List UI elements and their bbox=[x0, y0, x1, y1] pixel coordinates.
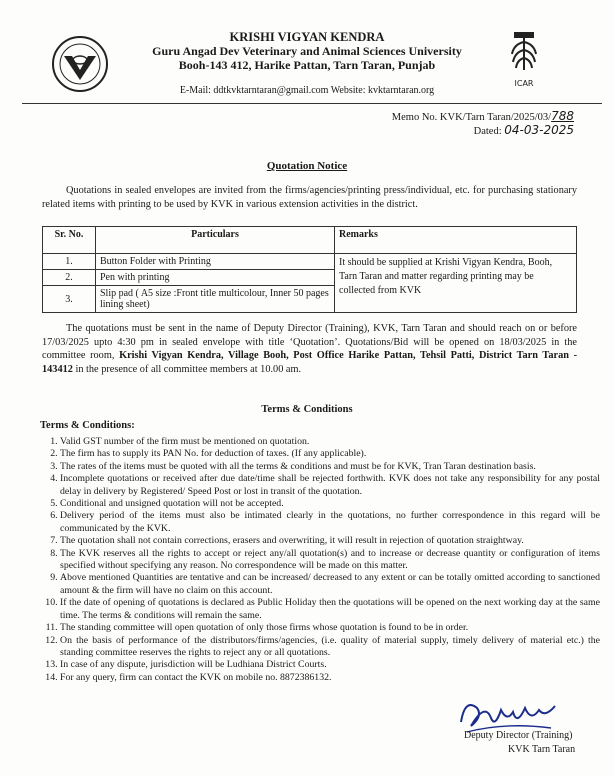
list-item: 4. Incomplete quotations or received after due date/time shall be rejected forthwith. KVK does not take any responsibility for any postal delay in delivery by Registered/ Speed Post or lost in transit of the quotation. bbox=[60, 473, 600, 498]
col-header-remarks: Remarks bbox=[335, 227, 577, 254]
col-header-sr: Sr. No. bbox=[43, 227, 96, 254]
list-item: 8. The KVK reserves all the rights to accept or reject any/all quotation(s) and to increase or decrease quantity or configuration of items specified without specifying any reason. No correspondence will be made on this matter. bbox=[60, 548, 600, 573]
date-label: Dated: bbox=[473, 126, 502, 137]
items-table bbox=[42, 226, 577, 313]
table-row bbox=[43, 254, 577, 270]
memo-date: 04-03-2025 bbox=[504, 123, 574, 137]
submission-text: The quotations must be sent in the name of Deputy Director (Training), KVK, Tarn Taran and should reach on or before 17/03/2025 upto 4:30 pm in sealed envelope with title ‘Quotation’. Quotations/Bid will be opened on 18/03/2025 in the committee room, bbox=[42, 323, 577, 361]
list-item: 5. Conditional and unsigned quotation will not be accepted. bbox=[60, 498, 600, 510]
list-item: 3. The rates of the items must be quoted with all the terms & conditions and must be for KVK, Tran Taran destination basis. bbox=[60, 461, 600, 473]
contact-line: E-Mail: ddtkvktarntaran@gmail.com Website: kvktarntaran.org bbox=[179, 85, 435, 96]
terms-subtitle: Terms & Conditions: bbox=[40, 420, 135, 431]
list-item: 12. On the basis of performance of the distributors/firms/agencies, (i.e. quality of material supply, timely delivery of material etc.) the standing committee reserves the rights to reject any or all quotations. bbox=[60, 635, 600, 660]
col-header-particulars: Particulars bbox=[96, 227, 335, 254]
memo-block bbox=[392, 110, 574, 138]
header-divider bbox=[22, 103, 602, 104]
venue-text: Krishi Vigyan Kendra, Village Booh, Post Office Harike Pattan, Tehsil Patti, District Tarn Taran - 143412 bbox=[42, 350, 578, 375]
list-item: 2. The firm has to supply its PAN No. for deduction of taxes. (If any applicable). bbox=[60, 448, 600, 460]
intro-paragraph: Quotations in sealed envelopes are invited from the firms/agencies/printing press/individual, etc. for purchasing stationary related items with printing to be used by KVK in various extension activities in the district. bbox=[42, 185, 577, 210]
row-sr: 3. bbox=[43, 286, 96, 313]
list-item: 14. For any query, firm can contact the KVK on mobile no. 8872386132. bbox=[60, 672, 600, 684]
signatory-office: KVK Tarn Taran bbox=[508, 744, 576, 755]
remarks-cell: It should be supplied at Krishi Vigyan Kendra, Booh, Tarn Taran and matter regarding printing may be collected from KVK bbox=[335, 254, 577, 313]
terms-title: Terms & Conditions bbox=[261, 404, 353, 415]
memo-number: 788 bbox=[551, 109, 574, 123]
list-item: 11. The standing committee will open quotation of only those firms whose quotation is found to be in order. bbox=[60, 622, 600, 634]
list-item: 1. Valid GST number of the firm must be mentioned on quotation. bbox=[60, 436, 600, 448]
org-address: Booh-143 412, Harike Pattan, Tarn Taran, Punjab bbox=[178, 58, 436, 72]
list-item: 10. If the date of opening of quotations is declared as Public Holiday then the quotations will be opened on the next working day at the same time. The terms & conditions will remain the same. bbox=[60, 597, 600, 622]
notice-title: Quotation Notice bbox=[266, 160, 348, 172]
memo-label: Memo No. KVK/Tarn Taran/2025/03/ bbox=[391, 112, 552, 123]
row-item: Button Folder with Printing bbox=[96, 254, 335, 270]
icar-logo bbox=[502, 30, 546, 92]
list-item: 7. The quotation shall not contain corrections, erasers and overwriting, it will result in rejection of quotation straightway. bbox=[60, 535, 600, 547]
row-sr: 2. bbox=[43, 270, 96, 286]
org-name: KRISHI VIGYAN KENDRA bbox=[229, 30, 385, 44]
terms-list bbox=[40, 436, 600, 684]
row-item: Pen with printing bbox=[96, 270, 335, 286]
university-name: Guru Angad Dev Veterinary and Animal Sciences University bbox=[152, 44, 462, 58]
list-item: 6. Delivery period of the items must also be intimated clearly in the quotations, no further correspondence in this regard will be communicated by the KVK. bbox=[60, 510, 600, 535]
items-table-wrap bbox=[42, 226, 577, 313]
row-item: Slip pad ( A5 size :Front title multicolour, Inner 50 pages lining sheet) bbox=[96, 286, 335, 313]
list-item: 13. In case of any dispute, jurisdiction will be Ludhiana District Courts. bbox=[60, 659, 600, 671]
submission-paragraph bbox=[42, 322, 577, 376]
row-sr: 1. bbox=[43, 254, 96, 270]
list-item: 9. Above mentioned Quantities are tentative and can be increased/ decreased to any extent or can be totally omitted according to sanctioned amount & the firm will have no claim on this account. bbox=[60, 572, 600, 597]
signatory-title: Deputy Director (Training) bbox=[464, 730, 573, 741]
svg-text:ICAR: ICAR bbox=[514, 79, 534, 88]
submission-text-end: in the presence of all committee members at 10.00 am. bbox=[75, 363, 302, 375]
